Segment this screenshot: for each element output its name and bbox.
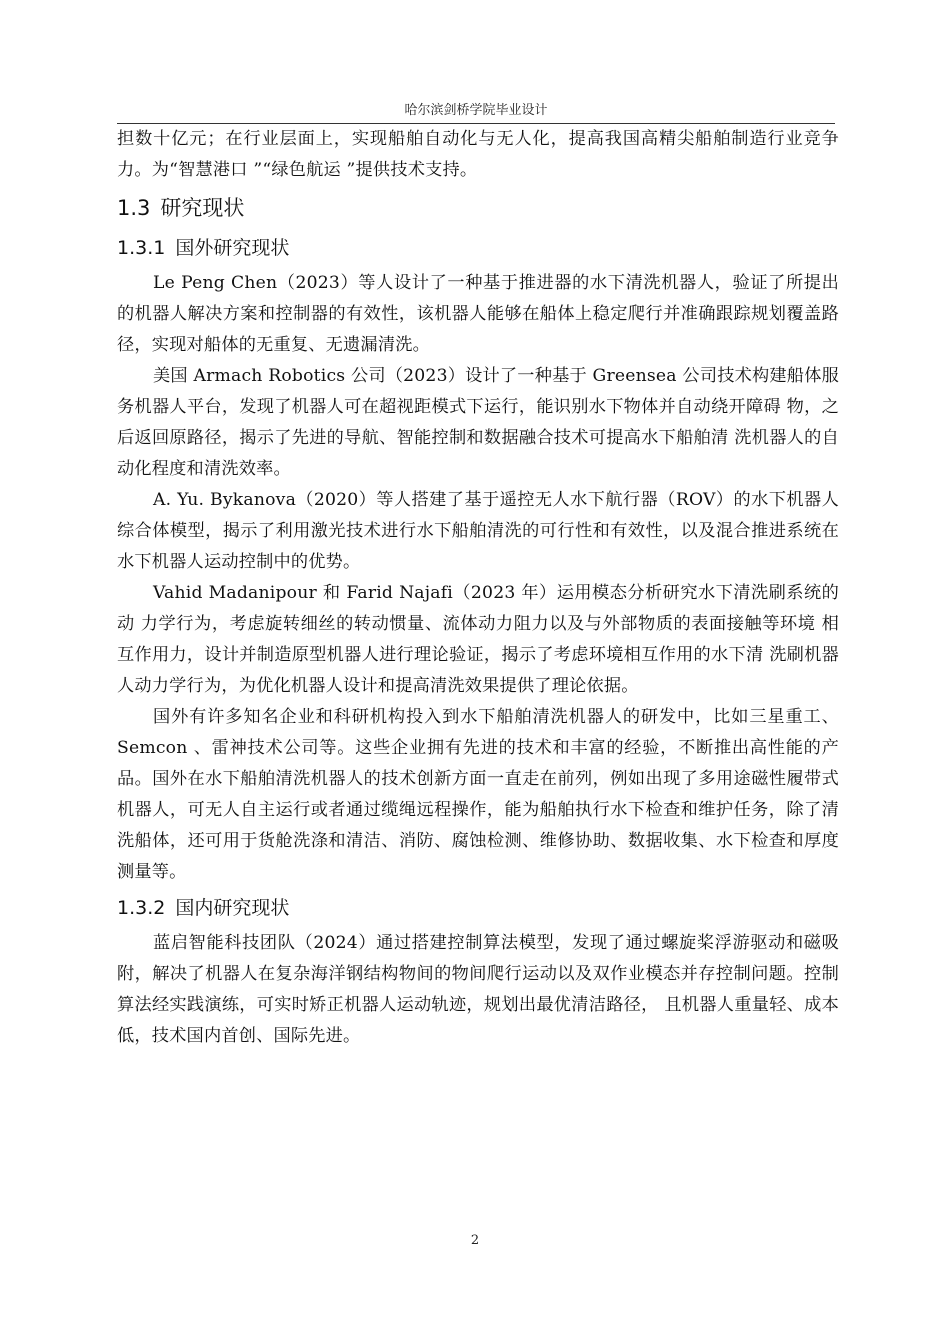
intro-continued-paragraph: 担数十亿元；在行业层面上，实现船舶自动化与无人化，提高我国高精尖船舶制造行业竞争力。为“智慧港口 ”“绿色航运 ”提供技术支持。 [117,129,839,180]
subsection-title: 国外研究现状 [175,237,290,259]
paragraph-lanqi-team: 蓝启智能科技团队（2024）通过搭建控制算法模型，发现了通过螺旋桨浮游驱动和磁吸附，解决了机器人在复杂海洋钢结构物间的物间爬行运动以及双作业模态并存控制问题。控制算法经实践演练，可实时矫正机器人运动轨迹，规划出最优清洁路径， 且机器人重量轻、成本低，技术国内首创、国际先进。 [117,933,839,1046]
subsection-number: 1.3.1 [117,237,166,259]
page-number: 2 [470,1233,480,1248]
section-title: 研究现状 [160,196,245,220]
subsection-heading-domestic [117,888,839,928]
page-content [117,124,839,1052]
subsection-title: 国内研究现状 [175,897,290,919]
paragraph-armach-robotics: 美国 Armach Robotics 公司（2023）设计了一种基于 Greensea 公司技术构建船体服 务机器人平台，发现了机器人可在超视距模式下运行，能识别水下物体并自动绕开障碍 物，之后返回原路径，揭示了先进的导航、智能控制和数据融合技术可提高水下船舶清 洗机器人的自动化程度和清洗效率。 [117,366,839,479]
paragraph-foreign-companies: 国外有许多知名企业和科研机构投入到水下船舶清洗机器人的研发中，比如三星重工、Semcon 、雷神技术公司等。这些企业拥有先进的技术和丰富的经验，不断推出高性能的产品。国外在水下船舶清洗机器人的技术创新方面一直走在前列，例如出现了多用途磁性履带式机器人，可无人自主运行或者通过缆绳远程操作，能为船舶执行水下检查和维护任务，除了清洗船体，还可用于货舱洗涤和清洁、消防、腐蚀检测、维修协助、数据收集、水下检查和厚度测量等。 [117,707,839,882]
paragraph-madanipour: Vahid Madanipour 和 Farid Najafi（2023 年）运用模态分析研究水下清洗刷系统的动 力学行为，考虑旋转细丝的转动惯量、流体动力阻力以及与外部物质的表面接触等环境 相互作用力，设计并制造原型机器人进行理论验证，揭示了考虑环境相互作用的水下清 洗刷机器人动力学行为，为优化机器人设计和提高清洗效果提供了理论依据。 [117,583,839,696]
subsection-number: 1.3.2 [117,897,166,919]
paragraph-bykanova: A. Yu. Bykanova（2020）等人搭建了基于遥控无人水下航行器（ROV）的水下机器人综合体模型，揭示了利用激光技术进行水下船舶清洗的可行性和有效性，以及混合推进系统在水下机器人运动控制中的优势。 [117,490,839,572]
page-header: 哈尔滨剑桥学院毕业设计 [404,103,548,118]
subsection-heading-foreign [117,228,839,268]
paragraph-le-peng-chen: Le Peng Chen（2023）等人设计了一种基于推进器的水下清洗机器人，验证了所提出的机器人解决方案和控制器的有效性，该机器人能够在船体上稳定爬行并准确跟踪规划覆盖路径，实现对船体的无重复、无遗漏清洗。 [117,273,839,355]
section-heading [117,188,839,228]
section-number: 1.3 [117,196,151,220]
